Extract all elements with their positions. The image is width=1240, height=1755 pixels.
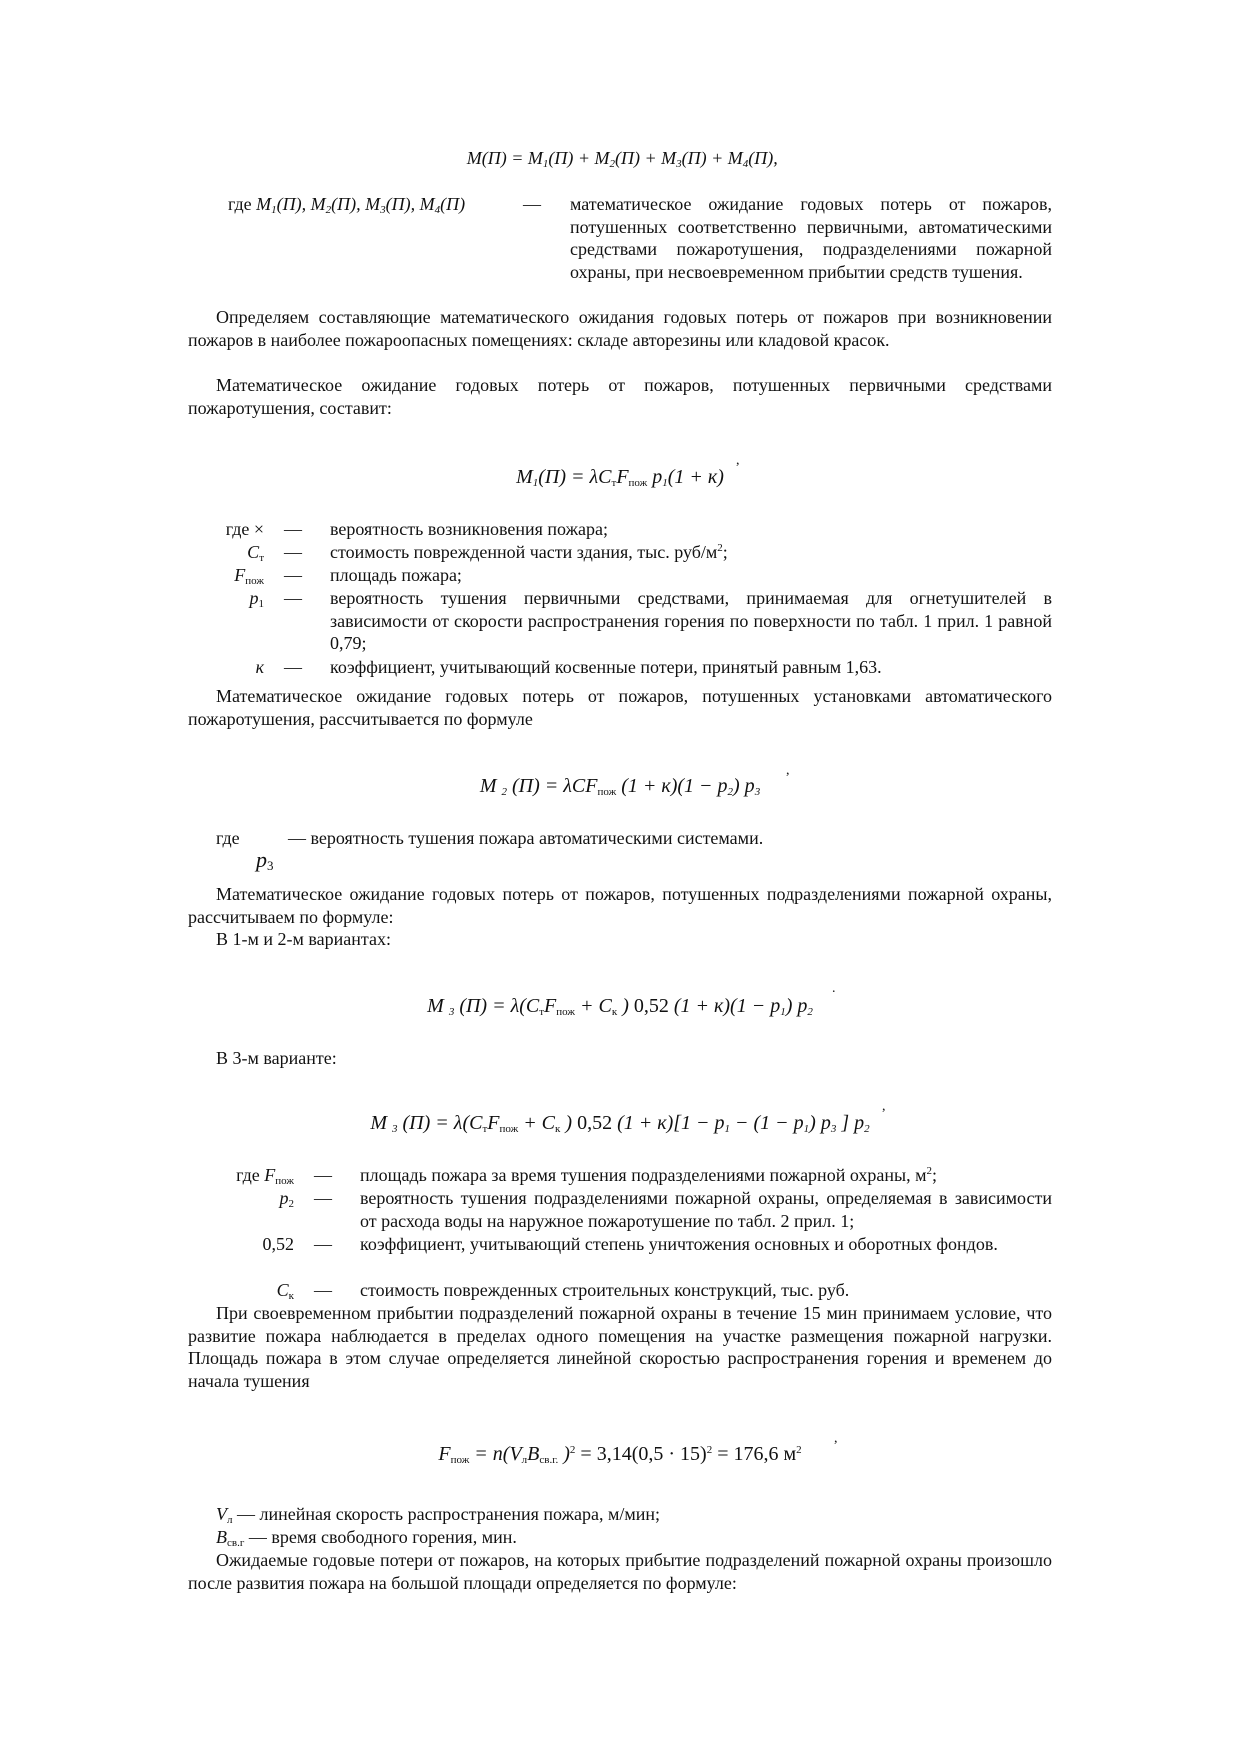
legend-m1-desc: вероятность возникновения пожара; xyxy=(330,519,608,539)
legend-m3-desc: стоимость поврежденных строительных конструкций, тыс. руб. xyxy=(360,1280,850,1300)
formula-m2-render: M $_2$ (П) = λCF$_{пож}$ $(1 + к)(1 - p_2)$ $p_3$ xyxy=(479,775,761,798)
legend-m3 xyxy=(188,1164,1052,1302)
paragraph-5: В 1-м и 2-м вариантах: xyxy=(216,929,391,949)
legend-m1-dash: — xyxy=(284,519,302,539)
where-p3-label: где xyxy=(216,828,240,848)
legend-m1-sym-ct: $C_т$ xyxy=(247,542,264,564)
paragraph-1: Определяем составляющие математического ожидания годовых потерь от пожаров при возникновении пожаров в наиболее пожароопасных помещениях: складе авторезины или кладовой красок. xyxy=(188,307,1052,350)
legend-m3-desc: вероятность тушения подразделениями пожарной охраны, определяемая в зависимости от расхода воды на наружное пожаротушение по табл. 2 прил. 1; xyxy=(360,1188,1052,1231)
formula-m3b-mark: , xyxy=(882,1099,886,1114)
formula-m3b xyxy=(188,1112,1052,1135)
paragraph-8: Ожидаемые годовые потери от пожаров, на которых прибытие подразделений пожарной охраны произошло после развития пожара на большой площади определяется по формуле: xyxy=(188,1550,1052,1593)
legend-m3-sym-052: 0,52 xyxy=(262,1234,294,1254)
formula-m1-mark: , xyxy=(736,453,740,468)
formula-total-render: $M(П) = M_1(П) + M_2(П) + M_3(П) + M_4(П)$, xyxy=(466,148,778,170)
legend-m3-dash: — xyxy=(314,1165,332,1185)
legend-m1-dash: — xyxy=(284,565,302,585)
paragraph-4: Математическое ожидание годовых потерь от пожаров, потушенных подразделениями пожарной охраны, рассчитываем по формуле: xyxy=(188,884,1052,927)
legend-m1-sym-text: где × xyxy=(225,519,264,539)
formula-m3a-render: M $_3$ $(П) = \lambda(C_тF_{пож} + C_к$ ) 0,52 $(1 + к)(1 - p_1)$ $p_2$ xyxy=(427,995,813,1018)
formula-fpoj-mark: , xyxy=(834,1431,838,1446)
legend-m3-desc-fpoj: площадь пожара за время тушения подразделениями пожарной охраны, $м^2$; xyxy=(360,1165,937,1185)
formula-total xyxy=(188,147,1052,176)
paragraph-7: При своевременном прибытии подразделений пожарной охраны в течение 15 мин принимаем условие, что развитие пожара наблюдается в пределах одного помещения на участке размещения пожарной нагрузки. Площадь пожара в этом случае определяется линейной скоростью распространения горения и временем до начала тушения xyxy=(188,1303,1052,1391)
legend-m3-dash: — xyxy=(314,1280,332,1300)
legend-m1-dash: — xyxy=(284,657,302,677)
legend-m1 xyxy=(188,518,1052,678)
formula-fpoj-render: $F_{пож} = n(V_лB_{св.г.}$ )$^2 = 3,14(0,5 \cdot 15)^2 = 176,6$ $м^2$ xyxy=(438,1443,802,1466)
formula-m1-render: $M_1(П) = \lambda C_тF_{пож}$ $p_1(1 + к)$ xyxy=(516,466,724,489)
legend-m3-sym-ck: $C_к$ xyxy=(276,1280,294,1302)
paragraph-6: В 3-м варианте: xyxy=(216,1048,337,1068)
legend-m1-desc: площадь пожара; xyxy=(330,565,462,585)
formula-m2 xyxy=(188,775,1052,798)
legend-m3-dash: — xyxy=(314,1234,332,1254)
legend-m3-dash: — xyxy=(314,1188,332,1208)
formula-m1 xyxy=(188,466,1052,489)
legend-m1-desc: вероятность тушения первичными средствами, принимаемая для огнетушителей в зависимости от скорости распространения горения по поверхности по табл. 1 прил. 1 равной 0,79; xyxy=(330,588,1052,653)
where-total-symbols xyxy=(228,193,488,216)
legend-m3-sym-fpoj: где $F_{пож}$ xyxy=(236,1165,294,1187)
where-total-desc: математическое ожидание годовых потерь от пожаров, потушенных соответственно первичными, автоматическими средствами пожаротушения, подразделениями пожарной охраны, при несвоевременном прибытии средств тушения. xyxy=(570,194,1052,282)
formula-m3a xyxy=(188,995,1052,1018)
vl-line: $V_л$ — линейная скорость распространения пожара, м/мин; xyxy=(216,1504,661,1526)
formula-m2-mark: , xyxy=(786,763,790,778)
where-p3-symbol: $p_3$ xyxy=(256,847,274,873)
formula-m3b-render: M $_3$ $(П) = \lambda(C_тF_{пож} + C_к$ ) 0,52 $(1 + к)[1 - p_1 - (1 - p_1)$ $p_3$ ] $p_2$ xyxy=(370,1112,870,1135)
bsv-line: $B_{св.г}$ — время свободного горения, мин. xyxy=(216,1527,517,1549)
where-label: где xyxy=(228,194,252,214)
legend-m1-sym-p1: $p_1$ xyxy=(249,588,264,610)
legend-m1-sym-k: к xyxy=(255,657,264,677)
legend-m3-desc: коэффициент, учитывающий степень уничтожения основных и оборотных фондов. xyxy=(360,1234,998,1254)
legend-m3-sym-p2: $p_2$ xyxy=(279,1188,294,1210)
legend-m1-dash: — xyxy=(284,542,302,562)
legend-m1-desc: коэффициент, учитывающий косвенные потери, принятый равным 1,63. xyxy=(330,657,882,677)
formula-m3a-mark: . xyxy=(832,981,836,996)
where-symbols: $M_1(П)$, $M_2(П)$, $M_3(П)$, $M_4(П)$ xyxy=(256,194,466,216)
where-total-dash: — xyxy=(523,194,541,214)
where-p3-desc: — вероятность тушения пожара автоматическими системами. xyxy=(288,828,764,848)
legend-m1-desc-ct: стоимость поврежденной части здания, тыс. руб/$м^2$; xyxy=(330,542,728,562)
legend-m1-dash: — xyxy=(284,588,302,608)
legend-m1-sym-fpoj: $F_{пож}$ xyxy=(234,565,264,587)
paragraph-2: Математическое ожидание годовых потерь от пожаров, потушенных первичными средствами пожаротушения, составит: xyxy=(188,375,1052,418)
legend-m1-sym-lambda xyxy=(188,518,264,541)
formula-fpoj xyxy=(188,1443,1052,1466)
paragraph-3: Математическое ожидание годовых потерь от пожаров, потушенных установками автоматического пожаротушения, рассчитывается по формуле xyxy=(188,686,1052,729)
